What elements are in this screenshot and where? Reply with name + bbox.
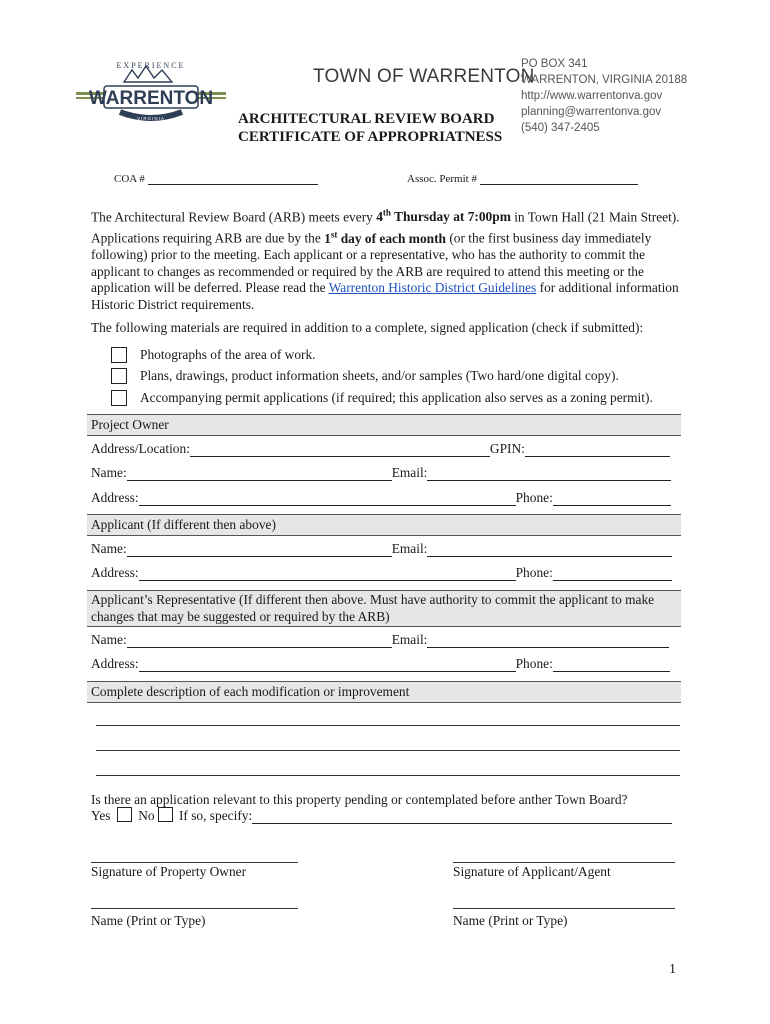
specify-input[interactable] bbox=[252, 811, 672, 824]
description-line[interactable] bbox=[96, 725, 680, 726]
intro-text-3: (or the first business day immediately following) prior to the meeting. Each applicant or a representative, who has the authority to commit the applicant to changes as recommended or required by the ARB are required to attend this meeting or the application will be deferred. Please read the bbox=[91, 230, 652, 296]
plans-checkbox[interactable] bbox=[111, 368, 127, 384]
logo-subtitle: VIRGINIA bbox=[137, 116, 165, 121]
gpin-input[interactable] bbox=[525, 444, 670, 457]
owner-address-row bbox=[91, 490, 671, 506]
intro-text-2: in Town Hall (21 Main Street). Applications requiring ARB are due by the bbox=[91, 209, 680, 246]
requirement-label: Photographs of the area of work. bbox=[140, 347, 316, 362]
email-label: Email: bbox=[391, 632, 428, 647]
rep-address-input[interactable] bbox=[139, 659, 516, 672]
owner-signature-line[interactable] bbox=[91, 862, 298, 863]
intro-sup-st: st bbox=[330, 229, 338, 240]
email-label: Email: bbox=[391, 465, 428, 480]
intro-meeting-time: Thursday at 7:00pm bbox=[390, 209, 511, 225]
yes-checkbox[interactable] bbox=[117, 807, 132, 822]
applicant-print-line[interactable] bbox=[453, 908, 675, 909]
phone-label: Phone: bbox=[515, 656, 553, 671]
rep-name-row bbox=[91, 632, 669, 648]
applicant-print-label: Name (Print or Type) bbox=[453, 913, 568, 928]
rep-name-input[interactable] bbox=[127, 635, 392, 648]
owner-email-input[interactable] bbox=[427, 468, 671, 481]
applicant-email-input[interactable] bbox=[427, 544, 672, 557]
phone-label: Phone: bbox=[515, 490, 553, 505]
pending-answer-row bbox=[91, 807, 672, 824]
applicant-address-input[interactable] bbox=[139, 568, 516, 581]
requirements-lead: The following materials are required in addition to a complete, signed application (check if submitted): bbox=[91, 320, 644, 335]
photos-checkbox[interactable] bbox=[111, 347, 127, 363]
yes-label: Yes bbox=[91, 808, 111, 823]
board-title-line2: CERTIFICATE OF APPROPRIATNESS bbox=[238, 129, 503, 145]
logo-tagline: EXPERIENCE bbox=[116, 61, 186, 70]
intro-due-number: 1 bbox=[324, 230, 331, 246]
requirement-plans bbox=[111, 368, 619, 384]
town-title: TOWN OF WARRENTON bbox=[313, 66, 535, 87]
owner-address-location-input[interactable] bbox=[190, 444, 490, 457]
intro-sup-th: th bbox=[382, 208, 391, 218]
coa-label: COA # bbox=[114, 173, 145, 185]
email-label: Email: bbox=[391, 541, 428, 556]
owner-name-input[interactable] bbox=[127, 468, 392, 481]
applicant-signature-label: Signature of Applicant/Agent bbox=[453, 864, 611, 879]
rep-email-input[interactable] bbox=[427, 635, 669, 648]
description-line[interactable] bbox=[96, 750, 680, 751]
owner-print-line[interactable] bbox=[91, 908, 298, 909]
pending-question: Is there an application relevant to this property pending or contemplated before anther Town Board? bbox=[91, 792, 628, 807]
coa-field bbox=[114, 172, 318, 185]
gpin-label: GPIN: bbox=[489, 441, 525, 456]
name-label: Name: bbox=[91, 465, 127, 480]
owner-signature-label: Signature of Property Owner bbox=[91, 864, 247, 879]
owner-print-label: Name (Print or Type) bbox=[91, 913, 206, 928]
contact-website[interactable]: http://www.warrentonva.gov bbox=[521, 90, 663, 102]
section-applicant: Applicant (If different then above) bbox=[87, 514, 681, 536]
requirement-label: Plans, drawings, product information sheets, and/or samples (Two hard/one digital copy). bbox=[140, 368, 619, 383]
description-line[interactable] bbox=[96, 775, 680, 776]
rep-phone-input[interactable] bbox=[553, 659, 670, 672]
name-label: Name: bbox=[91, 632, 127, 647]
section-description: Complete description of each modification or improvement bbox=[87, 681, 681, 703]
logo-name: WARRENTON bbox=[88, 88, 214, 109]
owner-address-input[interactable] bbox=[139, 493, 516, 506]
contact-phone: (540) 347-2405 bbox=[521, 122, 600, 134]
town-logo bbox=[76, 56, 226, 136]
owner-phone-input[interactable] bbox=[553, 493, 671, 506]
applicant-name-input[interactable] bbox=[127, 544, 392, 557]
applicant-phone-input[interactable] bbox=[553, 568, 672, 581]
board-title bbox=[238, 110, 502, 146]
address-label: Address: bbox=[91, 490, 139, 505]
intro-text-1: The Architectural Review Board (ARB) meets every bbox=[91, 209, 377, 225]
permit-label: Assoc. Permit # bbox=[407, 173, 477, 185]
coa-input[interactable] bbox=[148, 172, 318, 185]
permit-field bbox=[407, 172, 638, 185]
section-representative: Applicant’s Representative (If different then above. Must have authority to commit the applicant to make changes that may be suggested or required by the ARB) bbox=[87, 590, 681, 627]
requirement-permits bbox=[111, 390, 653, 406]
no-label: No bbox=[138, 808, 155, 823]
intro-paragraph bbox=[91, 205, 681, 314]
specify-label: If so, specify: bbox=[178, 808, 253, 823]
intro-text-4: for additional information Historic District requirements. bbox=[91, 280, 679, 312]
owner-address-location-row bbox=[91, 441, 670, 457]
rep-address-row bbox=[91, 656, 670, 672]
permit-input[interactable] bbox=[480, 172, 638, 185]
address-label: Address: bbox=[91, 565, 139, 580]
address-location-label: Address/Location: bbox=[91, 441, 190, 456]
applicant-address-row bbox=[91, 565, 672, 581]
owner-name-row bbox=[91, 465, 671, 481]
applicant-name-row bbox=[91, 541, 672, 557]
section-project-owner: Project Owner bbox=[87, 414, 681, 436]
requirement-photos bbox=[111, 347, 316, 363]
address-label: Address: bbox=[91, 656, 139, 671]
intro-day-number: 4 bbox=[376, 209, 383, 225]
guidelines-link[interactable]: Warrenton Historic District Guidelines bbox=[328, 280, 537, 296]
contact-email[interactable]: planning@warrentonva.gov bbox=[521, 106, 662, 118]
contact-city: WARRENTON, VIRGINIA 20188 bbox=[521, 74, 688, 86]
board-title-line1: ARCHITECTURAL REVIEW BOARD bbox=[238, 111, 495, 127]
no-checkbox[interactable] bbox=[158, 807, 173, 822]
phone-label: Phone: bbox=[515, 565, 553, 580]
requirement-label: Accompanying permit applications (if required; this application also serves as a zoning permit). bbox=[140, 390, 653, 405]
applicant-signature-line[interactable] bbox=[453, 862, 675, 863]
permits-checkbox[interactable] bbox=[111, 390, 127, 406]
intro-due-day: day of each month bbox=[337, 230, 446, 246]
name-label: Name: bbox=[91, 541, 127, 556]
contact-po-box: PO BOX 341 bbox=[521, 58, 588, 70]
page-number: 1 bbox=[669, 962, 676, 977]
contact-block bbox=[521, 56, 687, 136]
